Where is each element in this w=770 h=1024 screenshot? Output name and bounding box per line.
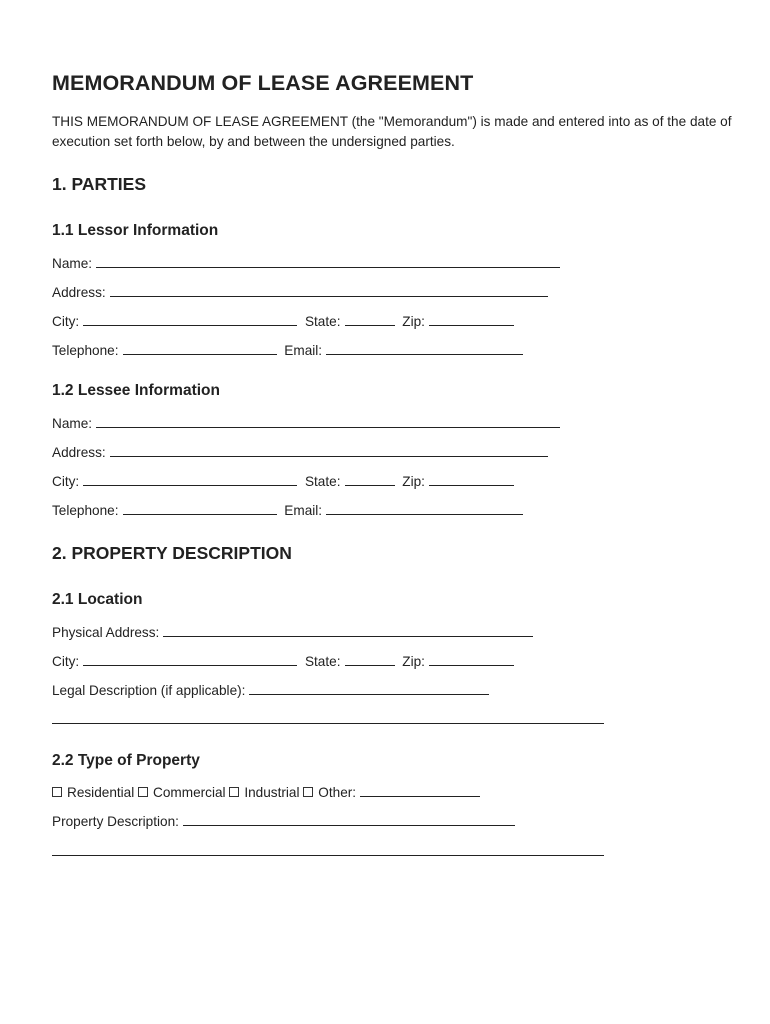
lessor-name-row	[52, 255, 560, 271]
location-zip-field[interactable]	[429, 653, 514, 666]
property-type-row	[52, 784, 480, 800]
subsection-heading-type: 2.2 Type of Property	[52, 752, 200, 769]
lessor-name-field[interactable]	[96, 255, 560, 268]
other-label: Other:	[318, 785, 357, 800]
subsection-heading-lessee: 1.2 Lessee Information	[52, 382, 220, 399]
industrial-label: Industrial	[244, 785, 300, 800]
property-description-continuation-field[interactable]	[52, 843, 604, 856]
lessee-email-label: Email:	[284, 503, 323, 518]
location-state-label: State:	[304, 654, 341, 669]
lessee-address-field[interactable]	[110, 444, 548, 457]
lessee-telephone-label: Telephone:	[52, 503, 119, 518]
lessor-address-field[interactable]	[110, 284, 548, 297]
location-state-field[interactable]	[345, 653, 395, 666]
intro-paragraph: THIS MEMORANDUM OF LEASE AGREEMENT (the "Memorandum") is made and entered into as of the date of execution set forth below, by and between the undersigned parties.	[52, 114, 732, 149]
residential-label: Residential	[67, 785, 135, 800]
industrial-checkbox[interactable]	[229, 787, 239, 797]
lessor-city-row	[52, 313, 514, 329]
other-checkbox[interactable]	[303, 787, 313, 797]
lessee-city-row	[52, 473, 514, 489]
lessee-zip-label: Zip:	[402, 474, 425, 489]
lessee-contact-row	[52, 502, 523, 518]
lessee-city-field[interactable]	[83, 473, 297, 486]
lessee-state-field[interactable]	[345, 473, 395, 486]
location-city-field[interactable]	[83, 653, 297, 666]
lessor-telephone-field[interactable]	[123, 342, 277, 355]
property-description-field[interactable]	[183, 813, 515, 826]
section-heading-property: 2. PROPERTY DESCRIPTION	[52, 543, 292, 563]
lessee-state-label: State:	[304, 474, 341, 489]
commercial-label: Commercial	[153, 785, 226, 800]
lessor-city-field[interactable]	[83, 313, 297, 326]
property-description-row	[52, 813, 515, 829]
subsection-heading-lessor: 1.1 Lessor Information	[52, 222, 219, 239]
legal-description-continuation-field[interactable]	[52, 711, 604, 724]
lessee-address-label: Address:	[52, 445, 106, 460]
property-description-continuation-row	[52, 843, 604, 859]
lessee-name-label: Name:	[52, 416, 93, 431]
section-heading-parties: 1. PARTIES	[52, 174, 147, 194]
lessor-telephone-label: Telephone:	[52, 343, 119, 358]
lessee-zip-field[interactable]	[429, 473, 514, 486]
location-zip-label: Zip:	[402, 654, 425, 669]
property-description-label: Property Description:	[52, 814, 179, 829]
location-city-label: City:	[52, 654, 80, 669]
legal-description-field[interactable]	[249, 682, 489, 695]
lessee-email-field[interactable]	[326, 502, 523, 515]
lessee-city-label: City:	[52, 474, 80, 489]
residential-checkbox[interactable]	[52, 787, 62, 797]
legal-description-continuation-row	[52, 711, 604, 727]
lessor-zip-field[interactable]	[429, 313, 514, 326]
lessee-telephone-field[interactable]	[123, 502, 277, 515]
location-city-row	[52, 653, 514, 669]
lessor-address-row	[52, 284, 548, 300]
lessor-name-label: Name:	[52, 256, 93, 271]
lessor-email-label: Email:	[284, 343, 323, 358]
lessee-address-row	[52, 444, 548, 460]
lessor-email-field[interactable]	[326, 342, 523, 355]
commercial-checkbox[interactable]	[138, 787, 148, 797]
lessor-address-label: Address:	[52, 285, 106, 300]
legal-description-row	[52, 682, 489, 698]
physical-address-label: Physical Address:	[52, 625, 160, 640]
lessor-zip-label: Zip:	[402, 314, 425, 329]
lessee-name-field[interactable]	[96, 415, 560, 428]
subsection-heading-location: 2.1 Location	[52, 591, 143, 608]
location-address-row	[52, 624, 533, 640]
lessor-contact-row	[52, 342, 523, 358]
lessor-city-label: City:	[52, 314, 80, 329]
other-type-field[interactable]	[360, 784, 480, 797]
lessor-state-label: State:	[304, 314, 341, 329]
lessor-state-field[interactable]	[345, 313, 395, 326]
physical-address-field[interactable]	[163, 624, 533, 637]
lessee-name-row	[52, 415, 560, 431]
document-title: MEMORANDUM OF LEASE AGREEMENT	[52, 71, 474, 95]
legal-description-label: Legal Description (if applicable):	[52, 683, 246, 698]
